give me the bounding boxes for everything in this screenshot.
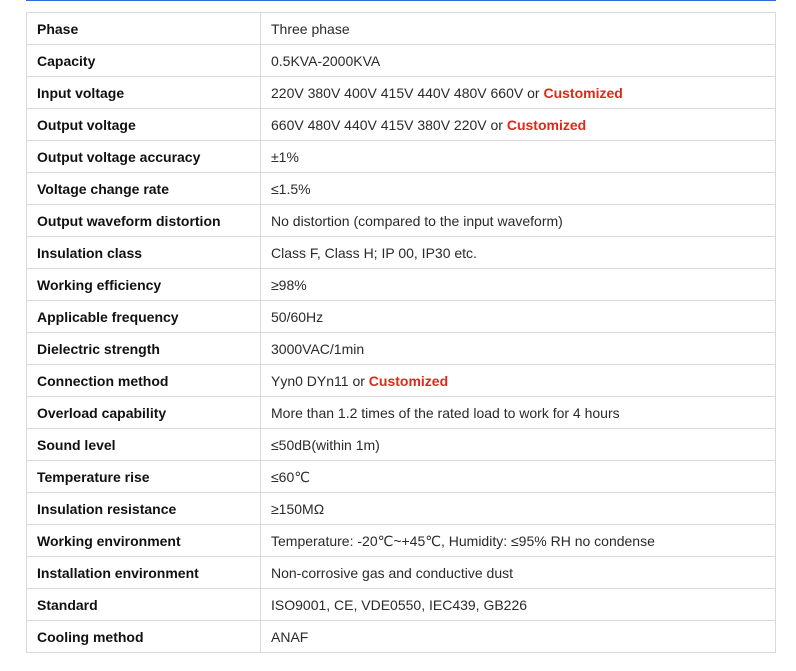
spec-value: ISO9001, CE, VDE0550, IEC439, GB226 [271, 596, 528, 613]
table-row [27, 237, 776, 269]
table-row [27, 141, 776, 173]
table-row [27, 269, 776, 301]
table-row [27, 109, 776, 141]
spec-label: Voltage change rate [27, 173, 261, 205]
spec-value-cell [261, 109, 776, 141]
spec-label: Overload capability [27, 397, 261, 429]
specifications-table [26, 12, 776, 653]
spec-value: More than 1.2 times of the rated load to work for 4 hours [271, 404, 620, 421]
customized-highlight: Customized [368, 372, 449, 389]
spec-value-cell [261, 13, 776, 45]
table-row [27, 173, 776, 205]
spec-label: Insulation resistance [27, 493, 261, 525]
spec-value: Yyn0 DYn11 or [271, 372, 369, 389]
table-row [27, 365, 776, 397]
spec-value-cell [261, 269, 776, 301]
spec-value-cell [261, 397, 776, 429]
spec-label: Standard [27, 589, 261, 621]
spec-value-cell [261, 141, 776, 173]
spec-value: ≤50dB(within 1m) [271, 436, 380, 453]
spec-label: Connection method [27, 365, 261, 397]
spec-label: Capacity [27, 45, 261, 77]
spec-value-cell [261, 493, 776, 525]
spec-value-cell [261, 173, 776, 205]
spec-value: 660V 480V 440V 415V 380V 220V or [271, 116, 507, 133]
spec-label: Output voltage accuracy [27, 141, 261, 173]
spec-value: ±1% [271, 148, 299, 165]
spec-label: Output voltage [27, 109, 261, 141]
spec-value-cell [261, 461, 776, 493]
spec-label: Sound level [27, 429, 261, 461]
table-row [27, 301, 776, 333]
table-row [27, 429, 776, 461]
spec-value: 0.5KVA-2000KVA [271, 52, 381, 69]
spec-value-cell [261, 77, 776, 109]
spec-value-cell [261, 621, 776, 653]
spec-label: Temperature rise [27, 461, 261, 493]
spec-label: Phase [27, 13, 261, 45]
spec-value: Three phase [271, 20, 350, 37]
spec-value: No distortion (compared to the input waveform) [271, 212, 563, 229]
table-row [27, 621, 776, 653]
spec-value: 3000VAC/1min [271, 340, 365, 357]
spec-value: ≥150MΩ [271, 500, 325, 517]
spec-label: Installation environment [27, 557, 261, 589]
spec-label: Output waveform distortion [27, 205, 261, 237]
customized-highlight: Customized [506, 116, 587, 133]
spec-value-cell [261, 557, 776, 589]
table-row [27, 205, 776, 237]
table-row [27, 461, 776, 493]
table-row [27, 525, 776, 557]
spec-value-cell [261, 45, 776, 77]
spec-value-cell [261, 237, 776, 269]
spec-value-cell [261, 301, 776, 333]
spec-value-cell [261, 589, 776, 621]
top-divider [26, 0, 776, 1]
table-row [27, 77, 776, 109]
spec-label: Working efficiency [27, 269, 261, 301]
spec-label: Insulation class [27, 237, 261, 269]
spec-value: 50/60Hz [271, 308, 324, 325]
table-row [27, 589, 776, 621]
customized-highlight: Customized [543, 84, 623, 101]
spec-value-cell [261, 525, 776, 557]
spec-label: Cooling method [27, 621, 261, 653]
spec-value: ≤60℃ [271, 468, 310, 485]
spec-label: Dielectric strength [27, 333, 261, 365]
spec-value: ANAF [271, 628, 309, 645]
spec-value-cell [261, 333, 776, 365]
table-row [27, 333, 776, 365]
spec-label: Applicable frequency [27, 301, 261, 333]
spec-value: Class F, Class H; IP 00, IP30 etc. [271, 244, 477, 261]
spec-value: Temperature: -20℃~+45℃, Humidity: ≤95% RH no condense [271, 532, 655, 549]
specifications-table-body [27, 13, 776, 653]
table-row [27, 557, 776, 589]
table-row [27, 397, 776, 429]
spec-value-cell [261, 205, 776, 237]
spec-value-cell [261, 365, 776, 397]
table-row [27, 13, 776, 45]
spec-value-cell [261, 429, 776, 461]
spec-value: 220V 380V 400V 415V 440V 480V 660V or [271, 84, 544, 101]
spec-value: ≥98% [271, 276, 307, 293]
table-row [27, 45, 776, 77]
spec-value: ≤1.5% [271, 180, 311, 197]
table-row [27, 493, 776, 525]
spec-label: Working environment [27, 525, 261, 557]
spec-value: Non-corrosive gas and conductive dust [271, 564, 514, 581]
spec-label: Input voltage [27, 77, 261, 109]
